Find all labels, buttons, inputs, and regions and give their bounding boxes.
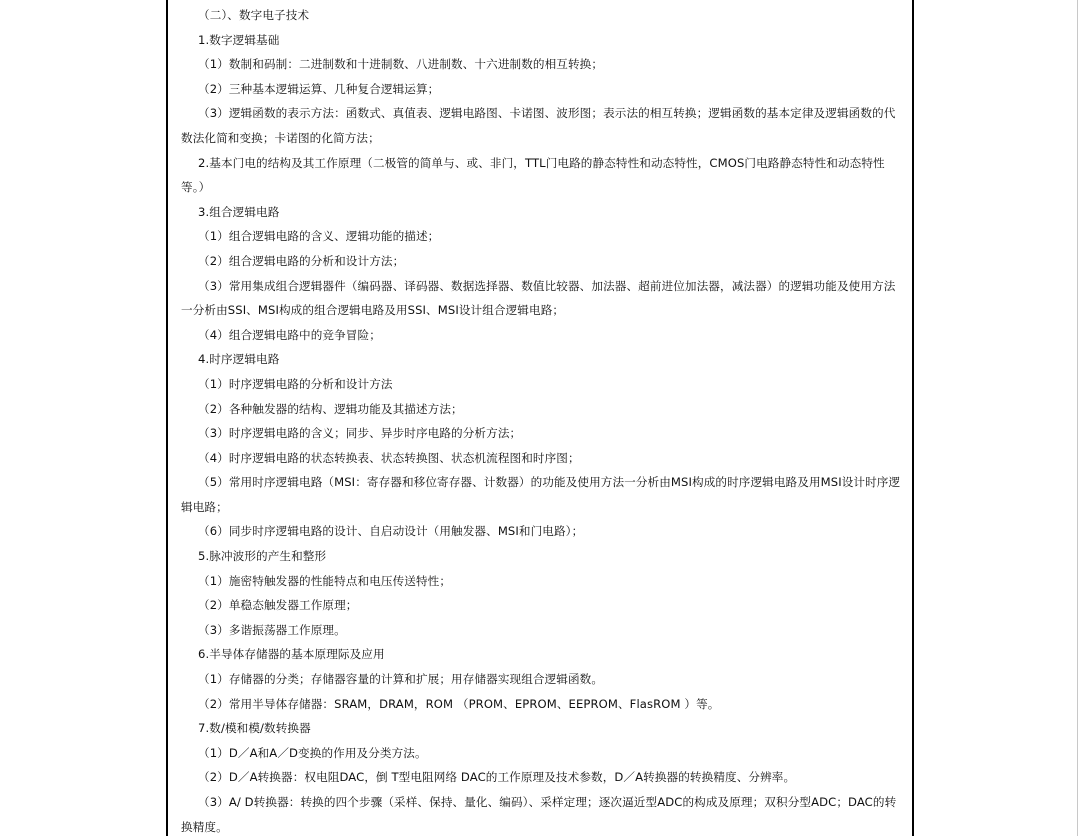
document-paragraph: （2）各种触发器的结构、逻辑功能及其描述方法； <box>198 401 463 416</box>
document-paragraph: （2）三种基本逻辑运算、几种复合逻辑运算； <box>198 81 440 96</box>
document-paragraph: 3.组合逻辑电路 <box>198 204 280 219</box>
document-paragraph: 6.半导体存储器的基本原理际及应用 <box>198 647 385 662</box>
document-paragraph: （2）组合逻辑电路的分析和设计方法； <box>198 253 405 268</box>
document-content <box>168 0 912 836</box>
document-paragraph: （3）A/ D转换器：转换的四个步骤（采样、保持、量化、编码）、采样定理；逐次逼近型ADC的构成及原理；双积分型ADC；DAC的转换精度。 <box>181 795 897 834</box>
document-paragraph: （1）施密特触发器的性能特点和电压传送特性； <box>198 573 452 588</box>
document-paragraph: （3）多谐振荡器工作原理。 <box>198 622 346 637</box>
document-page <box>166 0 914 836</box>
document-paragraph: （4）组合逻辑电路中的竞争冒险； <box>198 327 381 342</box>
document-paragraph: （1）数制和码制：二进制数和十进制数、八进制数、十六进制数的相互转换； <box>198 57 604 72</box>
document-paragraph: （2）单稳态触发器工作原理； <box>198 598 358 613</box>
scrollbar-edge <box>1077 0 1078 836</box>
document-paragraph: （3）常用集成组合逻辑器件（编码器、译码器、数据选择器、数值比较器、加法器、超前进位加法器，减法器）的逻辑功能及使用方法一分析由SSI、MSI构成的组合逻辑电路及用SSI、MSI设计组合逻辑电路； <box>181 278 896 318</box>
document-paragraph: （1）时序逻辑电路的分析和设计方法 <box>198 376 393 391</box>
document-paragraph: （1）存储器的分类；存储器容量的计算和扩展；用存储器实现组合逻辑函数。 <box>198 672 604 687</box>
document-paragraph: （1）D／A和A／D变换的作用及分类方法。 <box>198 745 427 760</box>
document-paragraph: （2）D／A转换器：权电阻DAC，倒 T型电阻网络 DAC的工作原理及技术参数，D／A转换器的转换精度、分辨率。 <box>198 770 796 785</box>
document-paragraph: （5）常用时序逻辑电路（MSI：寄存器和移位寄存器、计数器）的功能及使用方法一分析由MSI构成的时序逻辑电路及用MSI设计时序逻辑电路； <box>181 475 901 514</box>
document-paragraph: 1.数字逻辑基础 <box>198 32 280 47</box>
document-paragraph: （1）组合逻辑电路的含义、逻辑功能的描述； <box>198 229 440 244</box>
document-paragraph: （二）、数字电子技术 <box>198 8 310 22</box>
document-paragraph: （2）常用半导体存储器：SRAM，DRAM，ROM （PROM、EPROM、EEPROM、FlasROM ）等。 <box>198 696 720 711</box>
document-paragraph: 4.时序逻辑电路 <box>198 352 280 367</box>
document-paragraph: 7.数/模和模/数转换器 <box>198 721 311 736</box>
document-paragraph: 5.脉冲波形的产生和整形 <box>198 549 327 564</box>
document-paragraph: 2.基本门电的结构及其工作原理（二极管的简单与、或、非门，TTL门电路的静态特性和动态特性，CMOS门电路静态特性和动态特性等。） <box>181 155 885 195</box>
document-paragraph: （4）时序逻辑电路的状态转换表、状态转换图、状态机流程图和时序图； <box>198 450 580 465</box>
document-paragraph: （6）同步时序逻辑电路的设计、自启动设计（用触发器、MSI和门电路）； <box>198 524 584 539</box>
document-paragraph: （3）时序逻辑电路的含义；同步、异步时序电路的分析方法； <box>198 426 522 441</box>
document-paragraph: （3）逻辑函数的表示方法：函数式、真值表、逻辑电路图、卡诺图、波形图；表示法的相互转换；逻辑函数的基本定律及逻辑函数的代数法化简和变换；卡诺图的化简方法； <box>181 106 896 145</box>
